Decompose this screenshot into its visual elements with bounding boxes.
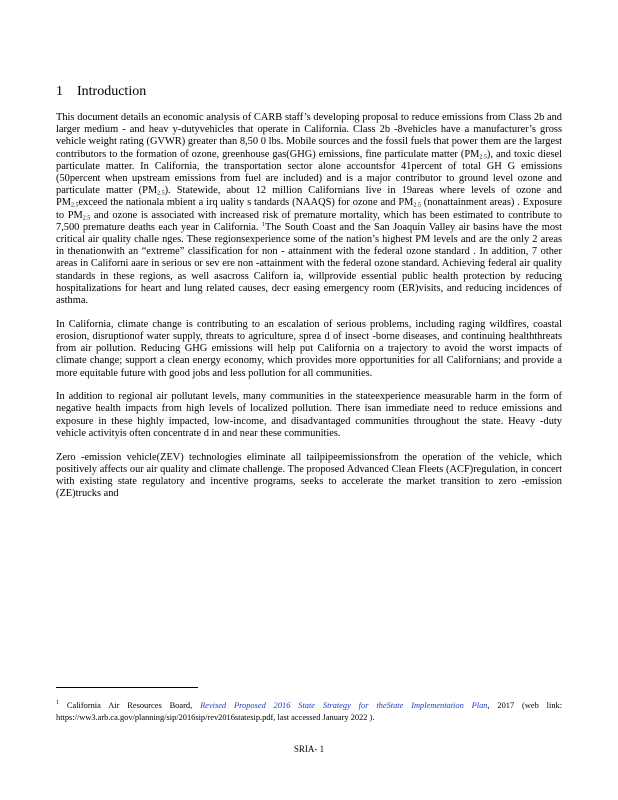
paragraph-1-text-c: ). Statewide, about 12 million Californians live in 19areas where levels of ozone and PM [56, 185, 562, 209]
section-heading [56, 84, 146, 100]
paragraph-1-text-d: exceed the nationala mbient a irq uality s tandards (NAAQS) for ozone and PM [78, 197, 414, 209]
footnote-marker: 1 [56, 700, 59, 706]
footnote-divider [56, 687, 198, 688]
paragraph-1-text-e: (nonattainment areas) . Exposure to PM [56, 197, 562, 221]
paragraph-1 [56, 112, 562, 307]
paragraph-4: Zero -emission vehicle(ZEV) technologies eliminate all tailpipeemissionsfrom the operation of the vehicle, which positively affects our air quality and climate challenge. The proposed Advanced Clean Fleets (ACF)regulation, in concert with existing state regulatory and incentive programs, seeks to accelerate the market transition to zero -emission (ZE)trucks and [56, 451, 562, 500]
paragraph-2: In California, climate change is contributing to an escalation of serious problems, including raging wildfires, coastal erosion, disruptionof water supply, threats to agriculture, sprea d of insect -borne diseases, and continuing healththreats from air pollution. Reducing GHG emissions will help put California on a trajectory to avoid the worst impacts of climate change; support a clean energy economy, which provides more opportunities for all Californians; and provide a more equitable future with good jobs and less pollution for all communities. [56, 318, 562, 379]
paragraph-1-text-f: and ozone is associated with increased risk of premature mortality, which has been estimated to contribute to 7,500 premature deaths each year in California. [56, 209, 563, 233]
body-text [56, 112, 562, 512]
subscript: 2.5 [82, 215, 91, 222]
subscript: 2.5 [479, 154, 487, 161]
subscript: 2.5 [71, 202, 79, 209]
subscript: 2.5 [157, 190, 165, 197]
paragraph-3: In addition to regional air pollutant levels, many communities in the stateexperience measurable harm in the form of negative health impacts from high levels of localized pollution. There isan immediate need to reduce emissions and exposure in these highly impacted, low-income, and disadvantaged communities throughout the state. Heavy -duty vehicle activityis often concentrate d in and near these communities. [56, 391, 562, 439]
section-number: 1 [56, 84, 63, 99]
page-number: SRIA- 1 [293, 744, 325, 754]
paragraph-1-text-g: The South Coast and the San Joaquin Valley air basins have the most critical air quality challe nges. These regionsexperience some of the nation’s highest PM levels and are the only 2 areas in thenationwith an “extreme” classification for non - attainment with the federal ozone standard . In addition, 7 other areas in Californi aare in serious or sev ere non -attainment with the federal ozone standard. Achieving federal air quality standards in these regions, as well asacross Californ ia, willprovide essential public health protection by reducing hospitalizations for heart and lung related causes, decr easing emergency room (ER)visits, and reducing incidences of asthma. [56, 221, 562, 307]
footnote-title-link[interactable]: Revised Proposed 2016 State Strategy for theState Implementation Plan [200, 701, 488, 710]
footnote-tail: , 2017 (web link: https://ww3.arb.ca.gov/planning/sip/2016sip/rev2016statesip.pdf, last accessed January 2022 ). [56, 701, 563, 722]
subscript: 2.5 [413, 202, 421, 209]
footnote [56, 700, 562, 723]
footnote-lead: California Air Resources Board, [66, 701, 193, 710]
footnote-reference[interactable]: 1 [261, 221, 265, 228]
paragraph-1-text-b: ), and toxic diesel particulate matter. In California, the transportation sector alone accountsfor 41percent of total GH G emissions (50percent when upstream emissions from fuel are included) and is a major contributor to ground level ozone and particulate matter (PM [56, 148, 563, 197]
section-title: Introduction [77, 84, 147, 99]
paragraph-1-text-a: This document details an economic analysis of CARB staff’s developing proposal to reduce emissions from Class 2b and larger medium - and heav y-dutyvehicles that operate in California. Class 2b -8vehicles have a manufacturer’s gross vehicle weight rating (GVWR) greater than 8,50 0 lbs. Mobile sources and the fossil fuels that power them are the largest contributors to the formation of ozone, greenhouse gas(GHG) emissions, fine particulate matter (PM [56, 112, 562, 160]
